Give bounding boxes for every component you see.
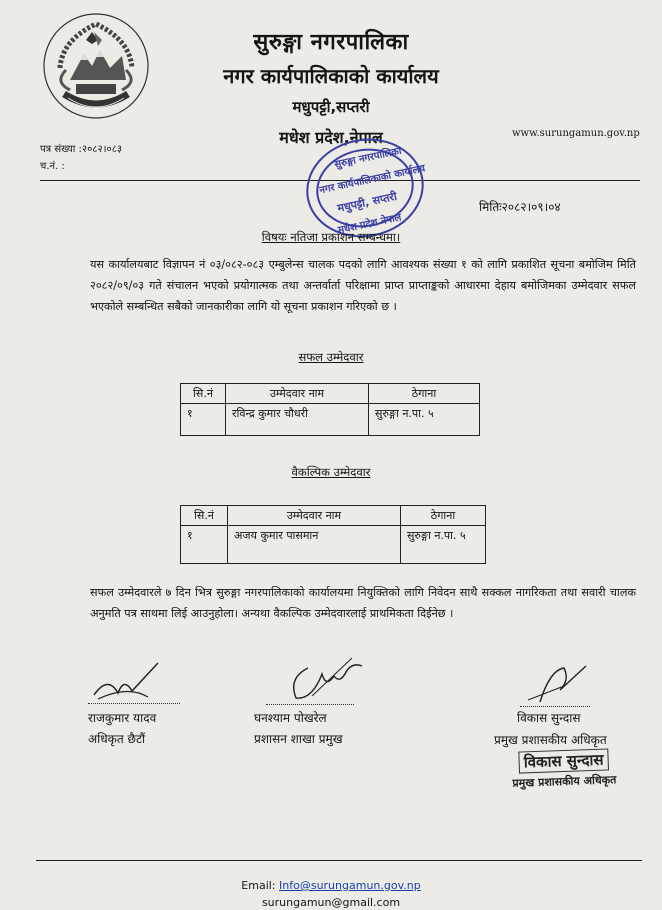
alternate-table [180, 505, 486, 564]
successful-table [180, 383, 480, 436]
website-link[interactable]: www.surungamun.gov.np [512, 128, 640, 139]
signatory-3-title: प्रमुख प्रशासकीय अधिकृत [494, 733, 607, 747]
signature-1 [88, 655, 178, 705]
cell-address: सुरुङ्गा न.पा. ५ [369, 404, 480, 436]
signature-2 [282, 648, 372, 706]
name-stamp-line-2: प्रमुख प्रशासकीय अधिकृत [512, 773, 617, 790]
signatory-2-name: घनश्याम पोखरेल [254, 711, 327, 725]
col-name: उम्मेदवार नाम [226, 384, 369, 404]
subject-line [0, 230, 662, 245]
signatory-1-name: राजकुमार यादव [88, 711, 157, 725]
signature-line-1 [88, 703, 180, 704]
stamp-line-2: नगर कार्यपालिकाको कार्यालय [318, 163, 427, 197]
signature-3 [520, 660, 600, 708]
col-serial: सि.नं [181, 506, 228, 526]
col-address: ठेगाना [369, 384, 480, 404]
office-address: मधुपट्टी,सप्तरी [292, 98, 370, 116]
cell-serial: १ [181, 404, 226, 436]
dispatch-number: च.नं. : [40, 161, 65, 172]
office-name: नगर कार्यपालिकाको कार्यालय [223, 64, 439, 88]
col-name: उम्मेदवार नाम [228, 506, 401, 526]
table-row [181, 526, 486, 564]
cell-serial: १ [181, 526, 228, 564]
footer-email-2[interactable]: surungamun@gmail.com [261, 896, 401, 909]
stamp-line-4: मधेश प्रदेश नेपाल [337, 212, 403, 237]
table-header-row [181, 384, 480, 404]
stamp-line-1: सुरुङ्गा नगरपालिका [333, 145, 403, 171]
signatory-2-title: प्रशासन शाखा प्रमुख [254, 732, 343, 746]
office-province: मधेश प्रदेश,नेपाल [279, 128, 383, 147]
municipality-name: सुरुङ्गा नगरपालिका [253, 30, 409, 55]
successful-heading: सफल उम्मेदवार [298, 350, 364, 364]
footer-divider [36, 860, 642, 861]
alternate-heading: वैकल्पिक उम्मेदवार [291, 465, 371, 479]
footer-email [0, 879, 662, 892]
cell-name: रविन्द्र कुमार चौधरी [226, 404, 369, 436]
email-link[interactable]: Info@surungamun.gov.np [279, 879, 421, 892]
stamp-line-3: मधुपट्टी, सप्तरी [336, 189, 399, 215]
cell-name: अजय कुमार पासमान [228, 526, 401, 564]
officer-name-stamp [497, 748, 630, 795]
issue-date: मितिः२०८२।०९।०४ [479, 200, 561, 214]
subject-text: विषयः नतिजा प्रकाशन सम्बन्धमा। [261, 230, 401, 244]
office-stamp [300, 132, 430, 244]
closing-instructions: सफल उम्मेदवारले ७ दिन भित्र सुरुङ्गा नगरपालिकाको कार्यालयमा नियुक्तिको लागि निवेदन साथै सक्कल नागरिकता तथा सवारी चालक अनुमति पत्र साथमा लिई आउनुहोला। अन्यथा वैकल्पिक उम्मेदवारलाई प्राथमिकता दिईनेछ । [90, 586, 636, 620]
table-row [181, 404, 480, 436]
signature-line-2 [266, 704, 354, 705]
col-serial: सि.नं [181, 384, 226, 404]
cell-address: सुरुङ्गा न.पा. ५ [401, 526, 486, 564]
notice-body: यस कार्यालयबाट विज्ञापन नं ०३/०८२-०८३ एम्बुलेन्स चालक पदको लागि आवश्यक संख्या १ को लागि प्रकाशित सूचना बमोजिम मिति २०८२/०९/०३ गते संचालन भएको प्रयोगात्मक तथा अन्तर्वार्ता परिक्षामा प्राप्त प्राप्ताङ्कको आधारमा देहाय बमोजिमका उम्मेदवार सफल भएकोले सम्बन्धित सबैको जानकारीका लागि यो सूचना प्रकाशन गरिएको छ । [90, 258, 636, 313]
table-header-row [181, 506, 486, 526]
email-label: Email: [241, 879, 276, 892]
signatory-1-title: अधिकृत छैटौं [88, 732, 146, 746]
signatory-2 [254, 708, 343, 750]
col-address: ठेगाना [401, 506, 486, 526]
signatory-1 [88, 708, 156, 750]
signature-line-3 [520, 706, 590, 707]
name-stamp-line-1: विकास सुन्दास [518, 748, 608, 773]
signatory-3-name: विकास सुन्दास [517, 711, 581, 725]
letter-number: पत्र संख्या :२०८२।०८३ [40, 144, 123, 155]
